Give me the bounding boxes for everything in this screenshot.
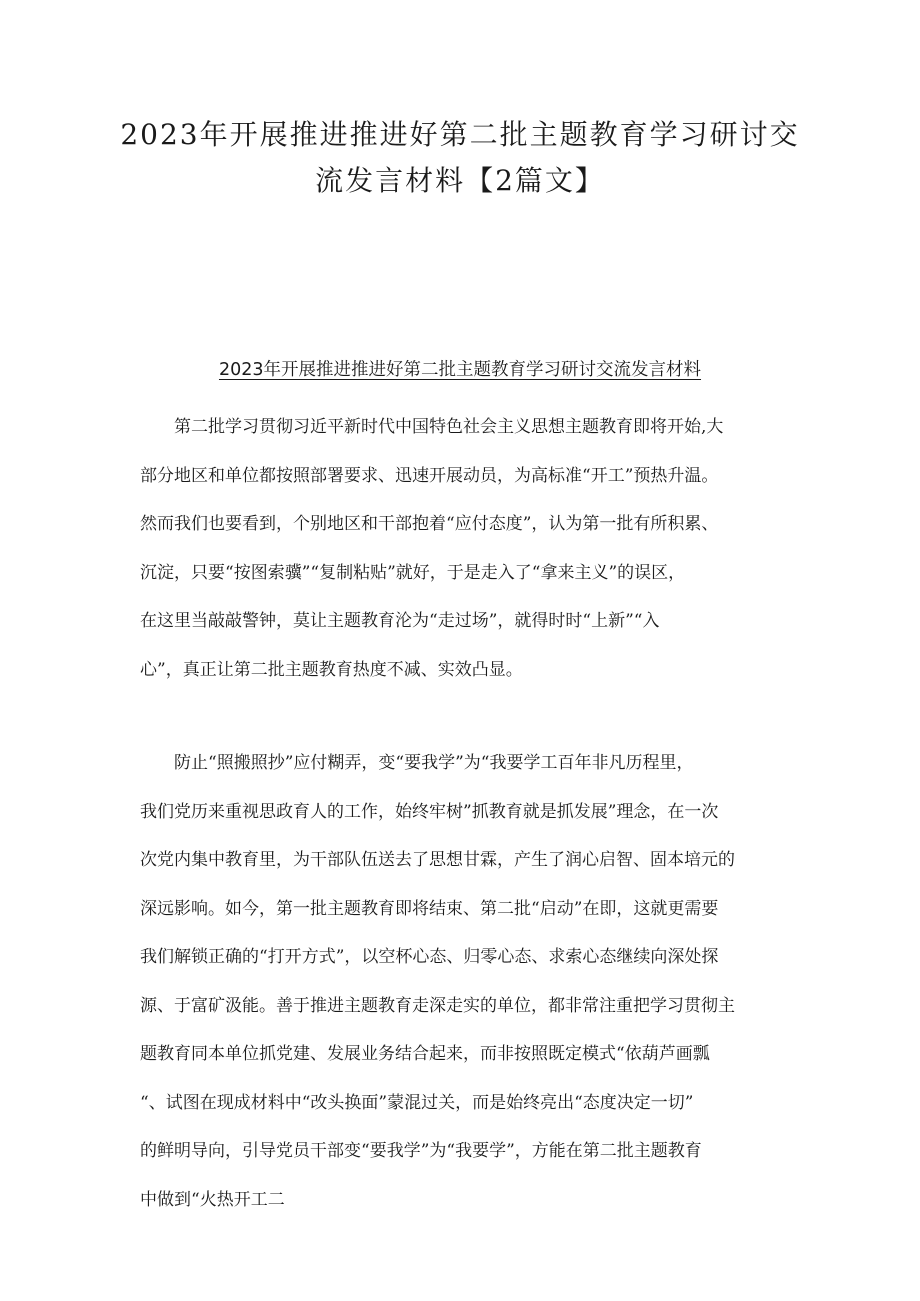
section-heading: 2023年开展推进推进好第二批主题教育学习研讨交流发言材料 xyxy=(218,360,702,380)
paragraph-line: 在这里当敲敲警钟，莫让主题教育沦为“走过场”，就得时时“上新”“入 xyxy=(140,611,660,631)
document-title xyxy=(120,112,800,204)
document-title-line-1: 2023年开展推进推进好第二批主题教育学习研讨交 xyxy=(120,118,800,151)
paragraph-line: 我们解锁正确的“打开方式”，以空杯心态、归零心态、求索心态继续向深处探 xyxy=(140,947,719,967)
paragraph-line: 第二批学习贯彻习近平新时代中国特色社会主义思想主题教育即将开始,大 xyxy=(140,417,724,437)
paragraph-line: 深远影响。如今，第一批主题教育即将结束、第二批“启动”在即，这就更需要 xyxy=(140,898,719,919)
paragraph-line: 源、于富矿汲能。善于推进主题教育走深走实的单位，都非常注重把学习贯彻主 xyxy=(140,995,735,1016)
paragraph-line: 然而我们也要看到，个别地区和干部抱着“应付态度”，认为第一批有所积累、 xyxy=(140,514,719,534)
paragraph-line: “、试图在现成材料中“改头换面”蒙混过关，而是始终亮出“态度决定一切” xyxy=(140,1092,694,1113)
paragraph-line: 的鲜明导向，引导党员干部变“要我学”为“我要学”，方能在第二批主题教育 xyxy=(140,1141,702,1161)
paragraph-line: 次党内集中教育里，为干部队伍送去了思想甘霖，产生了润心启智、固本培元的 xyxy=(140,850,735,870)
paragraph-line: 防止“照搬照抄”应付糊弄，变“要我学”为“我要学工百年非凡历程里， xyxy=(140,753,694,773)
document-title-line-2: 流发言材料【2篇文】 xyxy=(315,164,605,197)
paragraph-line: 题教育同本单位抓党建、发展业务结合起来，而非按照既定模式“依葫芦画瓢 xyxy=(140,1044,710,1064)
paragraph-1 xyxy=(140,403,790,694)
paragraph-line: 中做到“火热开工二 xyxy=(140,1189,285,1210)
paragraph-line: 我们党历来重视思政育人的工作，始终牢树”抓教育就是抓发展”理念，在一次 xyxy=(140,801,719,822)
paragraph-2 xyxy=(140,739,790,1224)
paragraph-line: 部分地区和单位都按照部署要求、迅速开展动员，为高标准“开工”预热升温。 xyxy=(140,465,719,486)
paragraph-line: 沉淀，只要“按图索骥”“复制粘贴”就好，于是走入了“拿来主义”的误区， xyxy=(140,562,686,583)
paragraph-line: 心”，真正让第二批主题教育热度不减、实效凸显。 xyxy=(140,659,523,680)
